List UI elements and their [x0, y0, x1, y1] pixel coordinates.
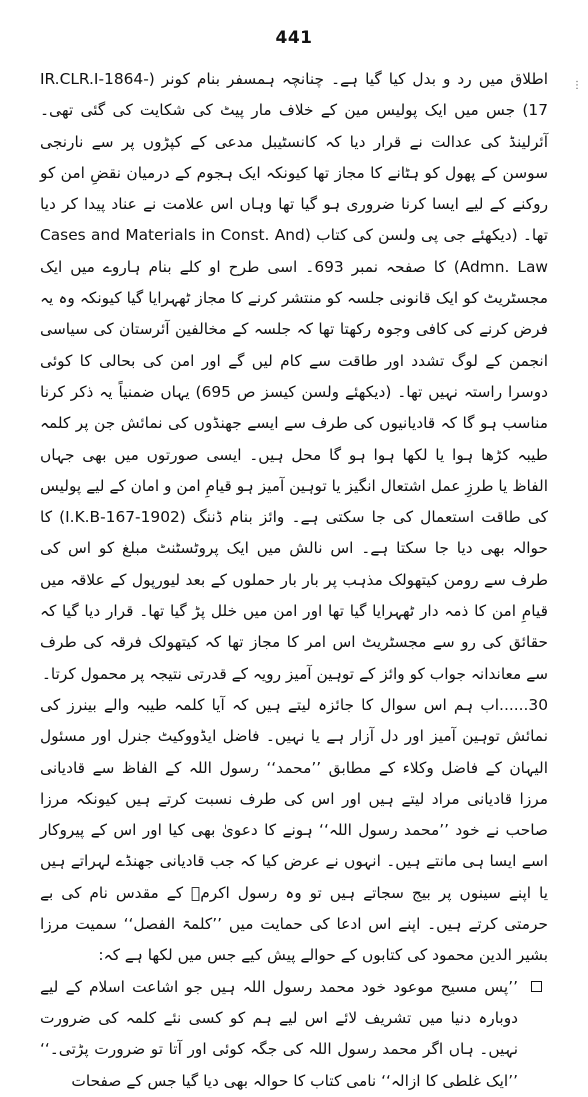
margin-mark: ⋮: [572, 80, 582, 91]
quote-text: ’’پس مسیح موعود خود محمد رسول اللہ ہیں جو اشاعت اسلام کے لیے دوبارہ دنیا میں تشریف لائے اس لیے ہم کو کسی نئے کلمہ کی ضرورت نہیں۔ ہاں اگر محمد رسول اللہ کی جگہ کوئی اور آتا تو ضرورت پڑتی۔‘‘ ’’ایک غلطی کا ازالہ‘‘ نامی کتاب کا حوالہ بھی دیا گیا جس کے صفحات: [40, 977, 518, 1090]
checkbox-bullet-icon: [531, 981, 542, 992]
paragraph-case-law: اطلاق میں رد و بدل کیا گیا ہے۔ چنانچہ ہمسفر بنام کونر (IR.CLR.I-1864-17) جس میں ایک پولیس مین کے خلاف مار پیٹ کی شکایت کی گئی تھی۔ آئرلینڈ کی عدالت نے قرار دیا کہ کانسٹیبل مدعی کے کپڑوں پر سے نارنجی سوسن کے پھول کو ہٹانے کا مجاز تھا کیونکہ ایک ہجوم کے درمیان نقضِ امن کو روکنے کے لیے ایسا کرنا ضروری ہو گیا تھا وہاں اس علامت نے عناد پیدا کر دیا تھا۔ (دیکھئے جی پی ولسن کی کتاب (Cases and Materials in Const. And Admn. Law) کا صفحہ نمبر 693۔ اسی طرح او کلے بنام ہاروے میں ایک مجسٹریٹ کو ایک قانونی جلسہ کو منتشر کرنے کا مجاز ٹھہرایا گیا کیونکہ وہ یہ فرض کرنے کی کافی وجوہ رکھتا تھا کہ جلسہ کے مخالفین آئرستان کی سیاسی انجمن کے لوگ تشدد اور طاقت سے کام لیں گے اور امن کی بحالی کا کوئی دوسرا راستہ نہیں تھا۔ (دیکھئے ولسن کیسز ص 695) یہاں ضمنیاً یہ ذکر کرنا مناسب ہو گا کہ قادیانیوں کی طرف سے ایسے جھنڈوں کی نمائش جن پر کلمہ طیبہ کڑھا ہوا یا لکھا ہوا ہو گا محل ہیں۔ ایسی صورتوں میں بھی جہاں الفاظ یا طرزِ عمل اشتعال انگیز یا توہین آمیز ہو قیامِ امن و امان کے لیے پولیس کی طاقت استعمال کی جا سکتی ہے۔ وائز بنام ڈننگ (1902-I.K.B-167) کا حوالہ بھی دیا جا سکتا ہے۔ اس نالش میں ایک پروٹسٹنٹ مبلغ کو اس کی طرف سے رومن کیتھولک مذہب پر بار بار حملوں کے بعد لیورپول کے علاقہ میں قیامِ امن کا ذمہ دار ٹھہرایا گیا تھا اور امن میں خلل پڑ گیا تھا۔ قرار دیا گیا کہ حقائق کی رو سے مجسٹریٹ اس امر کا مجاز تھا کہ کیتھولک فرقہ کی طرف سے معاندانہ جواب کو وائز کے توہین آمیز رویہ کے قدرتی نتیجہ پر محمول کرتا۔: [40, 70, 549, 683]
body-text: [40, 64, 548, 1097]
page-number: 441: [275, 28, 313, 48]
paragraph-30: 30......اب ہم اس سوال کا جائزہ لیتے ہیں کہ آیا کلمہ طیبہ والے بینرز کی نمائش توہین آمیز اور دل آزار ہے یا نہیں۔ فاضل ایڈووکیٹ جنرل اور مسئول الیہان کے فاضل وکلاء کے مطابق ’’محمد‘‘ رسول اللہ کے الفاظ سے قادیانی مرزا قادیانی مراد لیتے ہیں اور اس کی طرف نسبت کرتے ہیں کیونکہ مرزا صاحب نے خود ’’محمد رسول اللہ‘‘ ہونے کا دعویٰ بھی کیا اور اس کے پیروکار اسے ایسا ہی مانتے ہیں۔ انہوں نے عرض کیا کہ جب قادیانی جھنڈے لہراتے ہیں یا اپنے سینوں پر بیج سجاتے ہیں تو وہ رسول اکرمؐ کے مقدس نام کی بے حرمتی کرتے ہیں۔ اپنے اس ادعا کی حمایت میں ’’کلمۃ الفصل‘‘ سمیت مرزا بشیر الدین محمود کی کتابوں کے حوالے پیش کیے جس میں لکھا ہے کہ:: [40, 695, 548, 965]
quote-block: [40, 972, 548, 1097]
